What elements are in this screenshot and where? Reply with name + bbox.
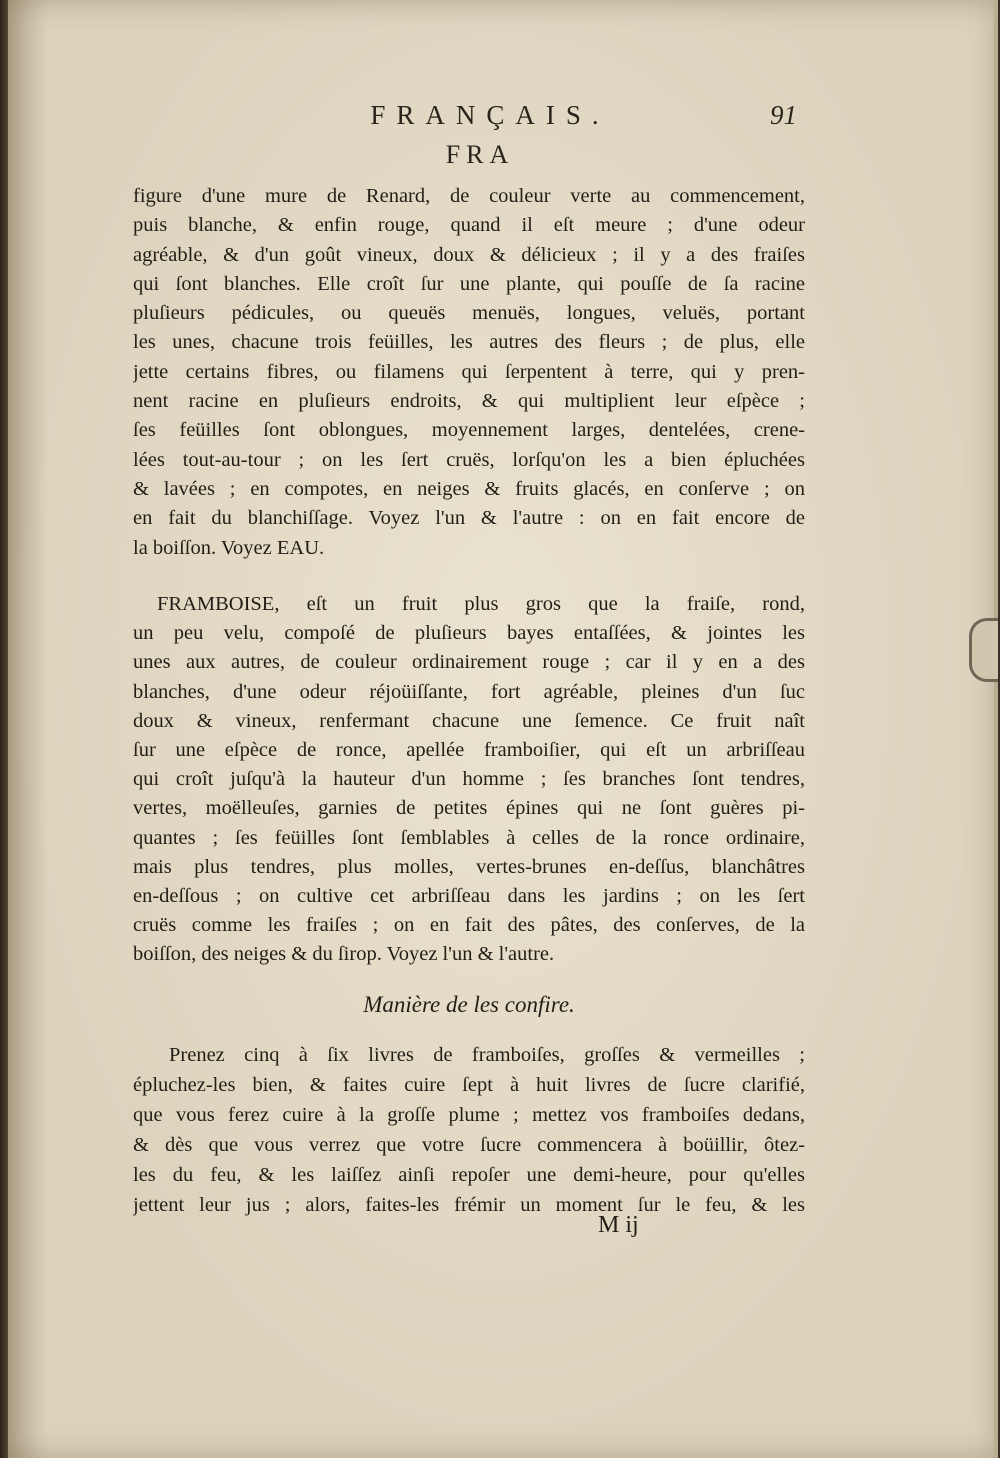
- text-line: & dès que vous verrez que votre ſucre commencera à boüillir, ôtez-: [133, 1134, 805, 1156]
- entry-recipe: [133, 1040, 805, 1220]
- text-line: en fait du blanchiſſage. Voyez l'un & l'autre : on en fait encore de: [133, 507, 805, 530]
- page-clip: [969, 618, 998, 682]
- text-line: les unes, chacune trois feüilles, les autres des fleurs ; de plus, elle: [133, 331, 805, 354]
- text-line: qui ſont blanches. Elle croît ſur une plante, qui pouſſe de ſa racine: [133, 272, 805, 295]
- text-line: jettent leur jus ; alors, faites-les frémir un moment ſur le feu, & les: [133, 1194, 805, 1216]
- text-line: ſur une eſpèce de ronce, apellée framboiſier, qui eſt un arbriſſeau: [133, 739, 805, 762]
- text-line: Prenez cinq à ſix livres de framboiſes, groſſes & vermeilles ;: [169, 1044, 805, 1066]
- signature-mark: M ij: [598, 1212, 639, 1238]
- text-line: boiſſon, des neiges & du ſirop. Voyez l'un & l'autre.: [133, 943, 555, 966]
- page-edge: [994, 0, 998, 1458]
- text-line: & lavées ; en compotes, en neiges & fruits glacés, en conſerve ; on: [133, 477, 805, 500]
- text-line: FRAMBOISE, eſt un fruit plus gros que la fraiſe, rond,: [157, 593, 805, 615]
- text-line: vertes, moëlleuſes, garnies de petites épines qui ne ſont guères pi-: [133, 797, 805, 820]
- text-line: cruës comme les fraiſes ; on en fait des pâtes, des conſerves, de la: [133, 914, 805, 937]
- text-line: les du feu, & les laiſſez ainſi repoſer une demi-heure, pour qu'elles: [133, 1164, 805, 1186]
- text-line: mais plus tendres, plus molles, vertes-brunes en-deſſus, blanchâtres: [133, 855, 805, 878]
- text-line: lées tout-au-tour ; on les ſert cruës, lorſqu'on les a bien épluchées: [133, 448, 805, 471]
- text-line: qui croît juſqu'à la hauteur d'un homme ; ſes branches ſont tendres,: [133, 768, 805, 791]
- text-line: unes aux autres, de couleur ordinairement rouge ; car il y en a des: [133, 651, 805, 674]
- running-head: FRANÇAIS.: [370, 100, 610, 130]
- text-line: figure d'une mure de Renard, de couleur verte au commencement,: [133, 185, 805, 207]
- text-line: un peu velu, compoſé de pluſieurs bayes entaſſées, & jointes les: [133, 622, 805, 645]
- text-line: épluchez-les bien, & faites cuire ſept à huit livres de ſucre clarifié,: [133, 1074, 805, 1096]
- catchword: FRA: [445, 140, 515, 169]
- text-line: ſes feüilles ſont oblongues, moyennement larges, dentelées, crene-: [133, 419, 805, 442]
- text-line: nent racine en pluſieurs endroits, & qui multiplient leur eſpèce ;: [133, 390, 805, 413]
- text-line: en-deſſous ; on cultive cet arbriſſeau dans les jardins ; on les ſert: [133, 885, 805, 908]
- page-number: 91: [770, 100, 797, 130]
- text-line: la boiſſon. Voyez EAU.: [133, 536, 325, 559]
- text-line: doux & vineux, renfermant chacune une ſemence. Ce fruit naît: [133, 709, 805, 732]
- entry-fraise-continued: [133, 182, 805, 563]
- text-line: blanches, d'une odeur réjoüiſſante, fort agréable, pleines d'un ſuc: [133, 680, 805, 703]
- text-line: pluſieurs pédicules, ou queuës menuës, longues, veluës, portant: [133, 302, 805, 325]
- section-heading: Manière de les confire.: [363, 992, 575, 1017]
- text-line: agréable, & d'un goût vineux, doux & délicieux ; il y a des fraiſes: [133, 243, 805, 266]
- text-line: quantes ; ſes feüilles ſont ſemblables à celles de la ronce ordinaire,: [133, 826, 805, 849]
- entry-framboise: [133, 590, 805, 970]
- text-line: que vous ferez cuire à la groſſe plume ; mettez vos framboiſes dedans,: [133, 1104, 805, 1126]
- text-line: puis blanche, & enfin rouge, quand il eſt meure ; d'une odeur: [133, 214, 805, 237]
- text-line: jette certains fibres, ou filamens qui ſerpentent à terre, qui y pren-: [133, 360, 805, 383]
